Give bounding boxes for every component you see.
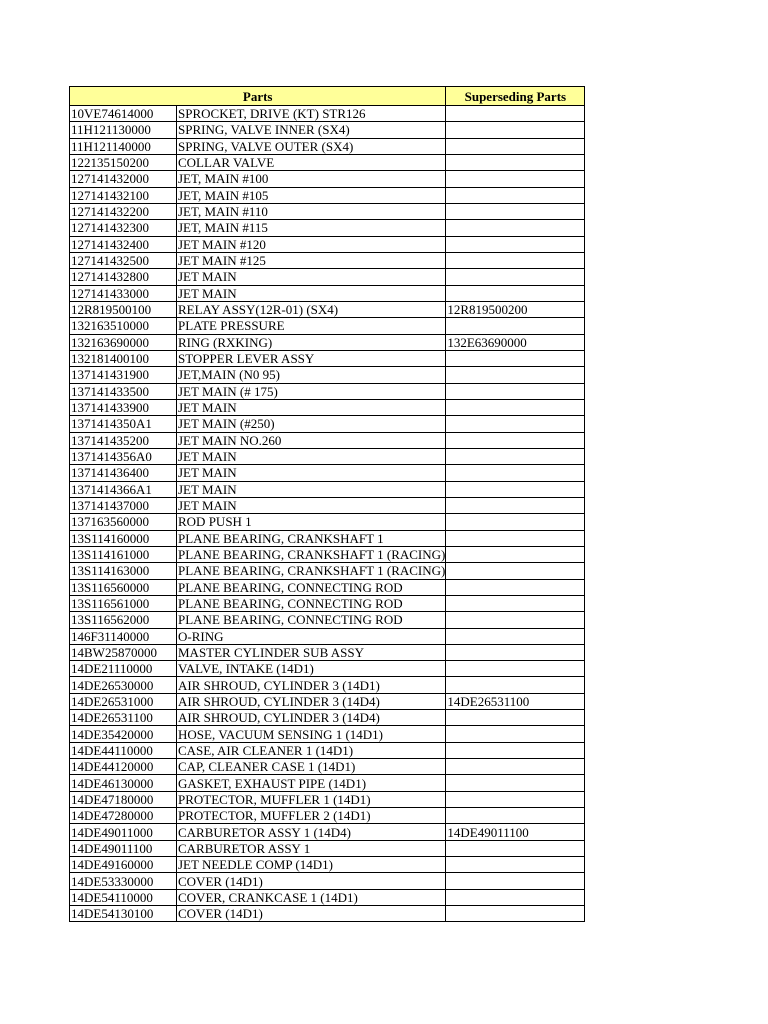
superseding-part-cell: [446, 742, 585, 758]
table-row: [70, 334, 585, 350]
superseding-part-cell: [446, 350, 585, 366]
superseding-part-cell: [446, 106, 585, 122]
part-number-cell: 13S116562000: [70, 612, 177, 628]
description-text: COLLAR VALVE: [178, 155, 275, 171]
table-row: [70, 367, 585, 383]
description-text: SPRING, VALVE OUTER (SX4): [178, 138, 354, 154]
superseding-part-cell: [446, 808, 585, 824]
superseding-part-cell: [446, 154, 585, 170]
description-cell: [177, 595, 446, 611]
table-row: [70, 546, 585, 562]
description-text: PROTECTOR, MUFFLER 2 (14D1): [178, 808, 371, 824]
description-cell: [177, 742, 446, 758]
part-number-cell: 14DE26530000: [70, 677, 177, 693]
table-row: [70, 203, 585, 219]
table-row: [70, 759, 585, 775]
part-number-cell: 11H121140000: [70, 138, 177, 154]
description-cell: [177, 775, 446, 791]
part-number-cell: 127141432300: [70, 220, 177, 236]
description-cell: [177, 824, 446, 840]
table-row: [70, 857, 585, 873]
superseding-part-cell: [446, 203, 585, 219]
description-text: GASKET, EXHAUST PIPE (14D1): [178, 775, 367, 791]
part-number-cell: 13S116560000: [70, 579, 177, 595]
table-row: [70, 154, 585, 170]
superseding-part-cell: [446, 318, 585, 334]
table-row: [70, 644, 585, 660]
table-row: [70, 399, 585, 415]
description-text: JET MAIN: [178, 481, 237, 497]
table-row: [70, 889, 585, 905]
table-row: [70, 628, 585, 644]
part-number-cell: 1371414350A1: [70, 416, 177, 432]
superseding-part-cell: [446, 448, 585, 464]
description-text: AIR SHROUD, CYLINDER 3 (14D4): [178, 710, 380, 726]
description-text: JET, MAIN #105: [178, 187, 269, 203]
description-text: PLANE BEARING, CRANKSHAFT 1 (RACING): [178, 547, 446, 563]
table-row: [70, 285, 585, 301]
table-row: [70, 840, 585, 856]
superseding-part-cell: [446, 857, 585, 873]
part-number-cell: 14DE35420000: [70, 726, 177, 742]
description-text: JET NEEDLE COMP (14D1): [178, 857, 333, 873]
description-cell: [177, 138, 446, 154]
table-row: [70, 530, 585, 546]
part-number-cell: 127141432800: [70, 269, 177, 285]
description-cell: [177, 579, 446, 595]
superseding-part-cell: [446, 514, 585, 530]
description-text: COVER, CRANKCASE 1 (14D1): [178, 889, 358, 905]
description-text: JET MAIN: [178, 498, 237, 514]
superseding-part-cell: [446, 383, 585, 399]
description-text: PLANE BEARING, CONNECTING ROD: [178, 612, 403, 628]
table-body: [70, 106, 585, 922]
superseding-part-cell: [446, 595, 585, 611]
superseding-part-cell: [446, 644, 585, 660]
description-cell: [177, 350, 446, 366]
part-number-cell: 14DE47280000: [70, 808, 177, 824]
superseding-part-cell: 14DE26531100: [446, 693, 585, 709]
part-number-cell: 137141431900: [70, 367, 177, 383]
part-number-cell: 137141436400: [70, 465, 177, 481]
description-text: JET, MAIN #115: [178, 220, 268, 236]
part-number-cell: 14DE53330000: [70, 873, 177, 889]
superseding-part-cell: [446, 775, 585, 791]
table-row: [70, 808, 585, 824]
description-text: ROD PUSH 1: [178, 514, 252, 530]
table-row: [70, 383, 585, 399]
part-number-cell: 10VE74614000: [70, 106, 177, 122]
description-text: JET MAIN NO.260: [178, 432, 282, 448]
superseding-part-cell: [446, 252, 585, 268]
description-cell: [177, 514, 446, 530]
description-cell: [177, 171, 446, 187]
superseding-part-cell: [446, 563, 585, 579]
description-text: HOSE, VACUUM SENSING 1 (14D1): [178, 726, 384, 742]
part-number-cell: 137141433900: [70, 399, 177, 415]
table-row: [70, 906, 585, 922]
description-text: CAP, CLEANER CASE 1 (14D1): [178, 759, 356, 775]
description-cell: [177, 644, 446, 660]
superseding-part-cell: 14DE49011100: [446, 824, 585, 840]
description-text: JET MAIN: [178, 449, 237, 465]
superseding-parts-header: Superseding Parts: [446, 87, 585, 106]
part-number-cell: 132163510000: [70, 318, 177, 334]
description-text: PLATE PRESSURE: [178, 318, 285, 334]
description-cell: [177, 269, 446, 285]
description-cell: [177, 416, 446, 432]
description-cell: [177, 187, 446, 203]
description-cell: [177, 677, 446, 693]
table-row: [70, 220, 585, 236]
superseding-part-cell: 132E63690000: [446, 334, 585, 350]
description-cell: [177, 873, 446, 889]
part-number-cell: 127141432400: [70, 236, 177, 252]
superseding-part-cell: [446, 889, 585, 905]
superseding-part-cell: [446, 399, 585, 415]
table-row: [70, 465, 585, 481]
superseding-part-cell: [446, 171, 585, 187]
part-number-cell: 137141433500: [70, 383, 177, 399]
description-cell: [177, 285, 446, 301]
description-text: JET MAIN: [178, 465, 237, 481]
part-number-cell: 132181400100: [70, 350, 177, 366]
description-cell: [177, 203, 446, 219]
description-cell: [177, 432, 446, 448]
description-cell: [177, 906, 446, 922]
part-number-cell: 127141433000: [70, 285, 177, 301]
superseding-part-cell: [446, 628, 585, 644]
part-number-cell: 13S114163000: [70, 563, 177, 579]
superseding-part-cell: [446, 285, 585, 301]
superseding-part-cell: [446, 465, 585, 481]
description-text: PLANE BEARING, CONNECTING ROD: [178, 579, 403, 595]
superseding-part-cell: [446, 759, 585, 775]
table-row: [70, 710, 585, 726]
superseding-part-cell: 12R819500200: [446, 301, 585, 317]
description-text: JET MAIN #120: [178, 236, 266, 252]
superseding-part-cell: [446, 497, 585, 513]
description-text: SPRING, VALVE INNER (SX4): [178, 122, 350, 138]
description-text: JET MAIN: [178, 269, 237, 285]
table-row: [70, 677, 585, 693]
description-cell: [177, 154, 446, 170]
description-cell: [177, 497, 446, 513]
superseding-part-cell: [446, 187, 585, 203]
description-text: JET MAIN: [178, 285, 237, 301]
description-text: RELAY ASSY(12R-01) (SX4): [178, 302, 339, 318]
description-cell: [177, 546, 446, 562]
part-number-cell: 14BW25870000: [70, 644, 177, 660]
table-row: [70, 661, 585, 677]
description-cell: [177, 383, 446, 399]
part-number-cell: 14DE44110000: [70, 742, 177, 758]
superseding-part-cell: [446, 416, 585, 432]
description-cell: [177, 301, 446, 317]
superseding-part-cell: [446, 873, 585, 889]
description-cell: [177, 220, 446, 236]
description-cell: [177, 857, 446, 873]
description-cell: [177, 448, 446, 464]
table-row: [70, 693, 585, 709]
description-cell: [177, 481, 446, 497]
superseding-part-cell: [446, 432, 585, 448]
description-cell: [177, 661, 446, 677]
description-cell: [177, 840, 446, 856]
superseding-part-cell: [446, 138, 585, 154]
description-cell: [177, 628, 446, 644]
description-text: JET MAIN (# 175): [178, 383, 278, 399]
description-text: JET,MAIN (N0 95): [178, 367, 280, 383]
table-row: [70, 742, 585, 758]
part-number-cell: 13S114161000: [70, 546, 177, 562]
description-text: RING (RXKING): [178, 334, 273, 350]
part-number-cell: 137141435200: [70, 432, 177, 448]
description-cell: [177, 808, 446, 824]
superseding-part-cell: [446, 661, 585, 677]
superseding-part-cell: [446, 612, 585, 628]
description-cell: [177, 563, 446, 579]
superseding-part-cell: [446, 122, 585, 138]
description-cell: [177, 367, 446, 383]
table-row: [70, 514, 585, 530]
table-row: [70, 775, 585, 791]
part-number-cell: 127141432100: [70, 187, 177, 203]
table-row: [70, 432, 585, 448]
table-row: [70, 416, 585, 432]
part-number-cell: 127141432000: [70, 171, 177, 187]
description-cell: [177, 318, 446, 334]
part-number-cell: 14DE44120000: [70, 759, 177, 775]
table-row: [70, 269, 585, 285]
description-text: JET, MAIN #110: [178, 204, 268, 220]
table-row: [70, 318, 585, 334]
description-text: AIR SHROUD, CYLINDER 3 (14D1): [178, 677, 380, 693]
part-number-cell: 122135150200: [70, 154, 177, 170]
table-row: [70, 595, 585, 611]
description-cell: [177, 791, 446, 807]
superseding-part-cell: [446, 906, 585, 922]
parts-table: [69, 86, 585, 922]
description-text: AIR SHROUD, CYLINDER 3 (14D4): [178, 693, 380, 709]
table-row: [70, 873, 585, 889]
table-row: [70, 252, 585, 268]
table-row: [70, 236, 585, 252]
description-cell: [177, 236, 446, 252]
superseding-part-cell: [446, 791, 585, 807]
table-header: [70, 87, 585, 106]
description-text: JET MAIN (#250): [178, 416, 275, 432]
description-cell: [177, 612, 446, 628]
description-text: JET, MAIN #100: [178, 171, 269, 187]
description-text: STOPPER LEVER ASSY: [178, 351, 315, 367]
superseding-part-cell: [446, 367, 585, 383]
superseding-part-cell: [446, 579, 585, 595]
part-number-cell: 14DE47180000: [70, 791, 177, 807]
description-text: CARBURETOR ASSY 1 (14D4): [178, 824, 351, 840]
description-text: CASE, AIR CLEANER 1 (14D1): [178, 742, 354, 758]
superseding-part-cell: [446, 269, 585, 285]
part-number-cell: 14DE54110000: [70, 889, 177, 905]
description-cell: [177, 759, 446, 775]
description-text: PROTECTOR, MUFFLER 1 (14D1): [178, 791, 371, 807]
part-number-cell: 13S116561000: [70, 595, 177, 611]
description-text: COVER (14D1): [178, 873, 263, 889]
part-number-cell: 12R819500100: [70, 301, 177, 317]
part-number-cell: 137163560000: [70, 514, 177, 530]
part-number-cell: 137141437000: [70, 497, 177, 513]
description-text: CARBURETOR ASSY 1: [178, 840, 311, 856]
part-number-cell: 14DE21110000: [70, 661, 177, 677]
table-row: [70, 497, 585, 513]
table-row: [70, 122, 585, 138]
description-cell: [177, 334, 446, 350]
part-number-cell: 14DE49160000: [70, 857, 177, 873]
description-cell: [177, 122, 446, 138]
description-cell: [177, 530, 446, 546]
description-cell: [177, 465, 446, 481]
part-number-cell: 11H121130000: [70, 122, 177, 138]
part-number-cell: 14DE49011000: [70, 824, 177, 840]
description-text: MASTER CYLINDER SUB ASSY: [178, 644, 365, 660]
part-number-cell: 14DE46130000: [70, 775, 177, 791]
description-cell: [177, 889, 446, 905]
table-row: [70, 791, 585, 807]
part-number-cell: 146F31140000: [70, 628, 177, 644]
table-row: [70, 350, 585, 366]
superseding-part-cell: [446, 530, 585, 546]
superseding-part-cell: [446, 546, 585, 562]
superseding-part-cell: [446, 726, 585, 742]
description-cell: [177, 252, 446, 268]
part-number-cell: 14DE54130100: [70, 906, 177, 922]
description-text: O-RING: [178, 628, 224, 644]
table-row: [70, 187, 585, 203]
description-text: VALVE, INTAKE (14D1): [178, 661, 314, 677]
part-number-cell: 132163690000: [70, 334, 177, 350]
superseding-part-cell: [446, 677, 585, 693]
table-row: [70, 612, 585, 628]
table-row: [70, 106, 585, 122]
description-cell: [177, 693, 446, 709]
table-row: [70, 481, 585, 497]
table-row: [70, 726, 585, 742]
description-cell: [177, 399, 446, 415]
description-text: SPROCKET, DRIVE (KT) STR126: [178, 106, 366, 122]
table-row: [70, 563, 585, 579]
table-row: [70, 824, 585, 840]
description-text: PLANE BEARING, CRANKSHAFT 1: [178, 530, 384, 546]
table-row: [70, 138, 585, 154]
part-number-cell: 14DE26531100: [70, 710, 177, 726]
description-cell: [177, 726, 446, 742]
part-number-cell: 14DE49011100: [70, 840, 177, 856]
part-number-cell: 127141432500: [70, 252, 177, 268]
table-row: [70, 579, 585, 595]
description-text: JET MAIN #125: [178, 253, 266, 269]
table-row: [70, 301, 585, 317]
description-text: PLANE BEARING, CRANKSHAFT 1 (RACING): [178, 563, 446, 579]
description-cell: [177, 106, 446, 122]
part-number-cell: 1371414366A1: [70, 481, 177, 497]
description-text: COVER (14D1): [178, 906, 263, 922]
description-text: PLANE BEARING, CONNECTING ROD: [178, 596, 403, 611]
part-number-cell: 127141432200: [70, 203, 177, 219]
part-number-cell: 1371414356A0: [70, 448, 177, 464]
description-cell: [177, 710, 446, 726]
superseding-part-cell: [446, 236, 585, 252]
superseding-part-cell: [446, 710, 585, 726]
table-row: [70, 171, 585, 187]
header-row: [70, 87, 585, 106]
superseding-part-cell: [446, 840, 585, 856]
part-number-cell: 14DE26531000: [70, 693, 177, 709]
table-row: [70, 448, 585, 464]
parts-header: Parts: [70, 87, 446, 106]
superseding-part-cell: [446, 481, 585, 497]
part-number-cell: 13S114160000: [70, 530, 177, 546]
description-text: JET MAIN: [178, 400, 237, 416]
superseding-part-cell: [446, 220, 585, 236]
